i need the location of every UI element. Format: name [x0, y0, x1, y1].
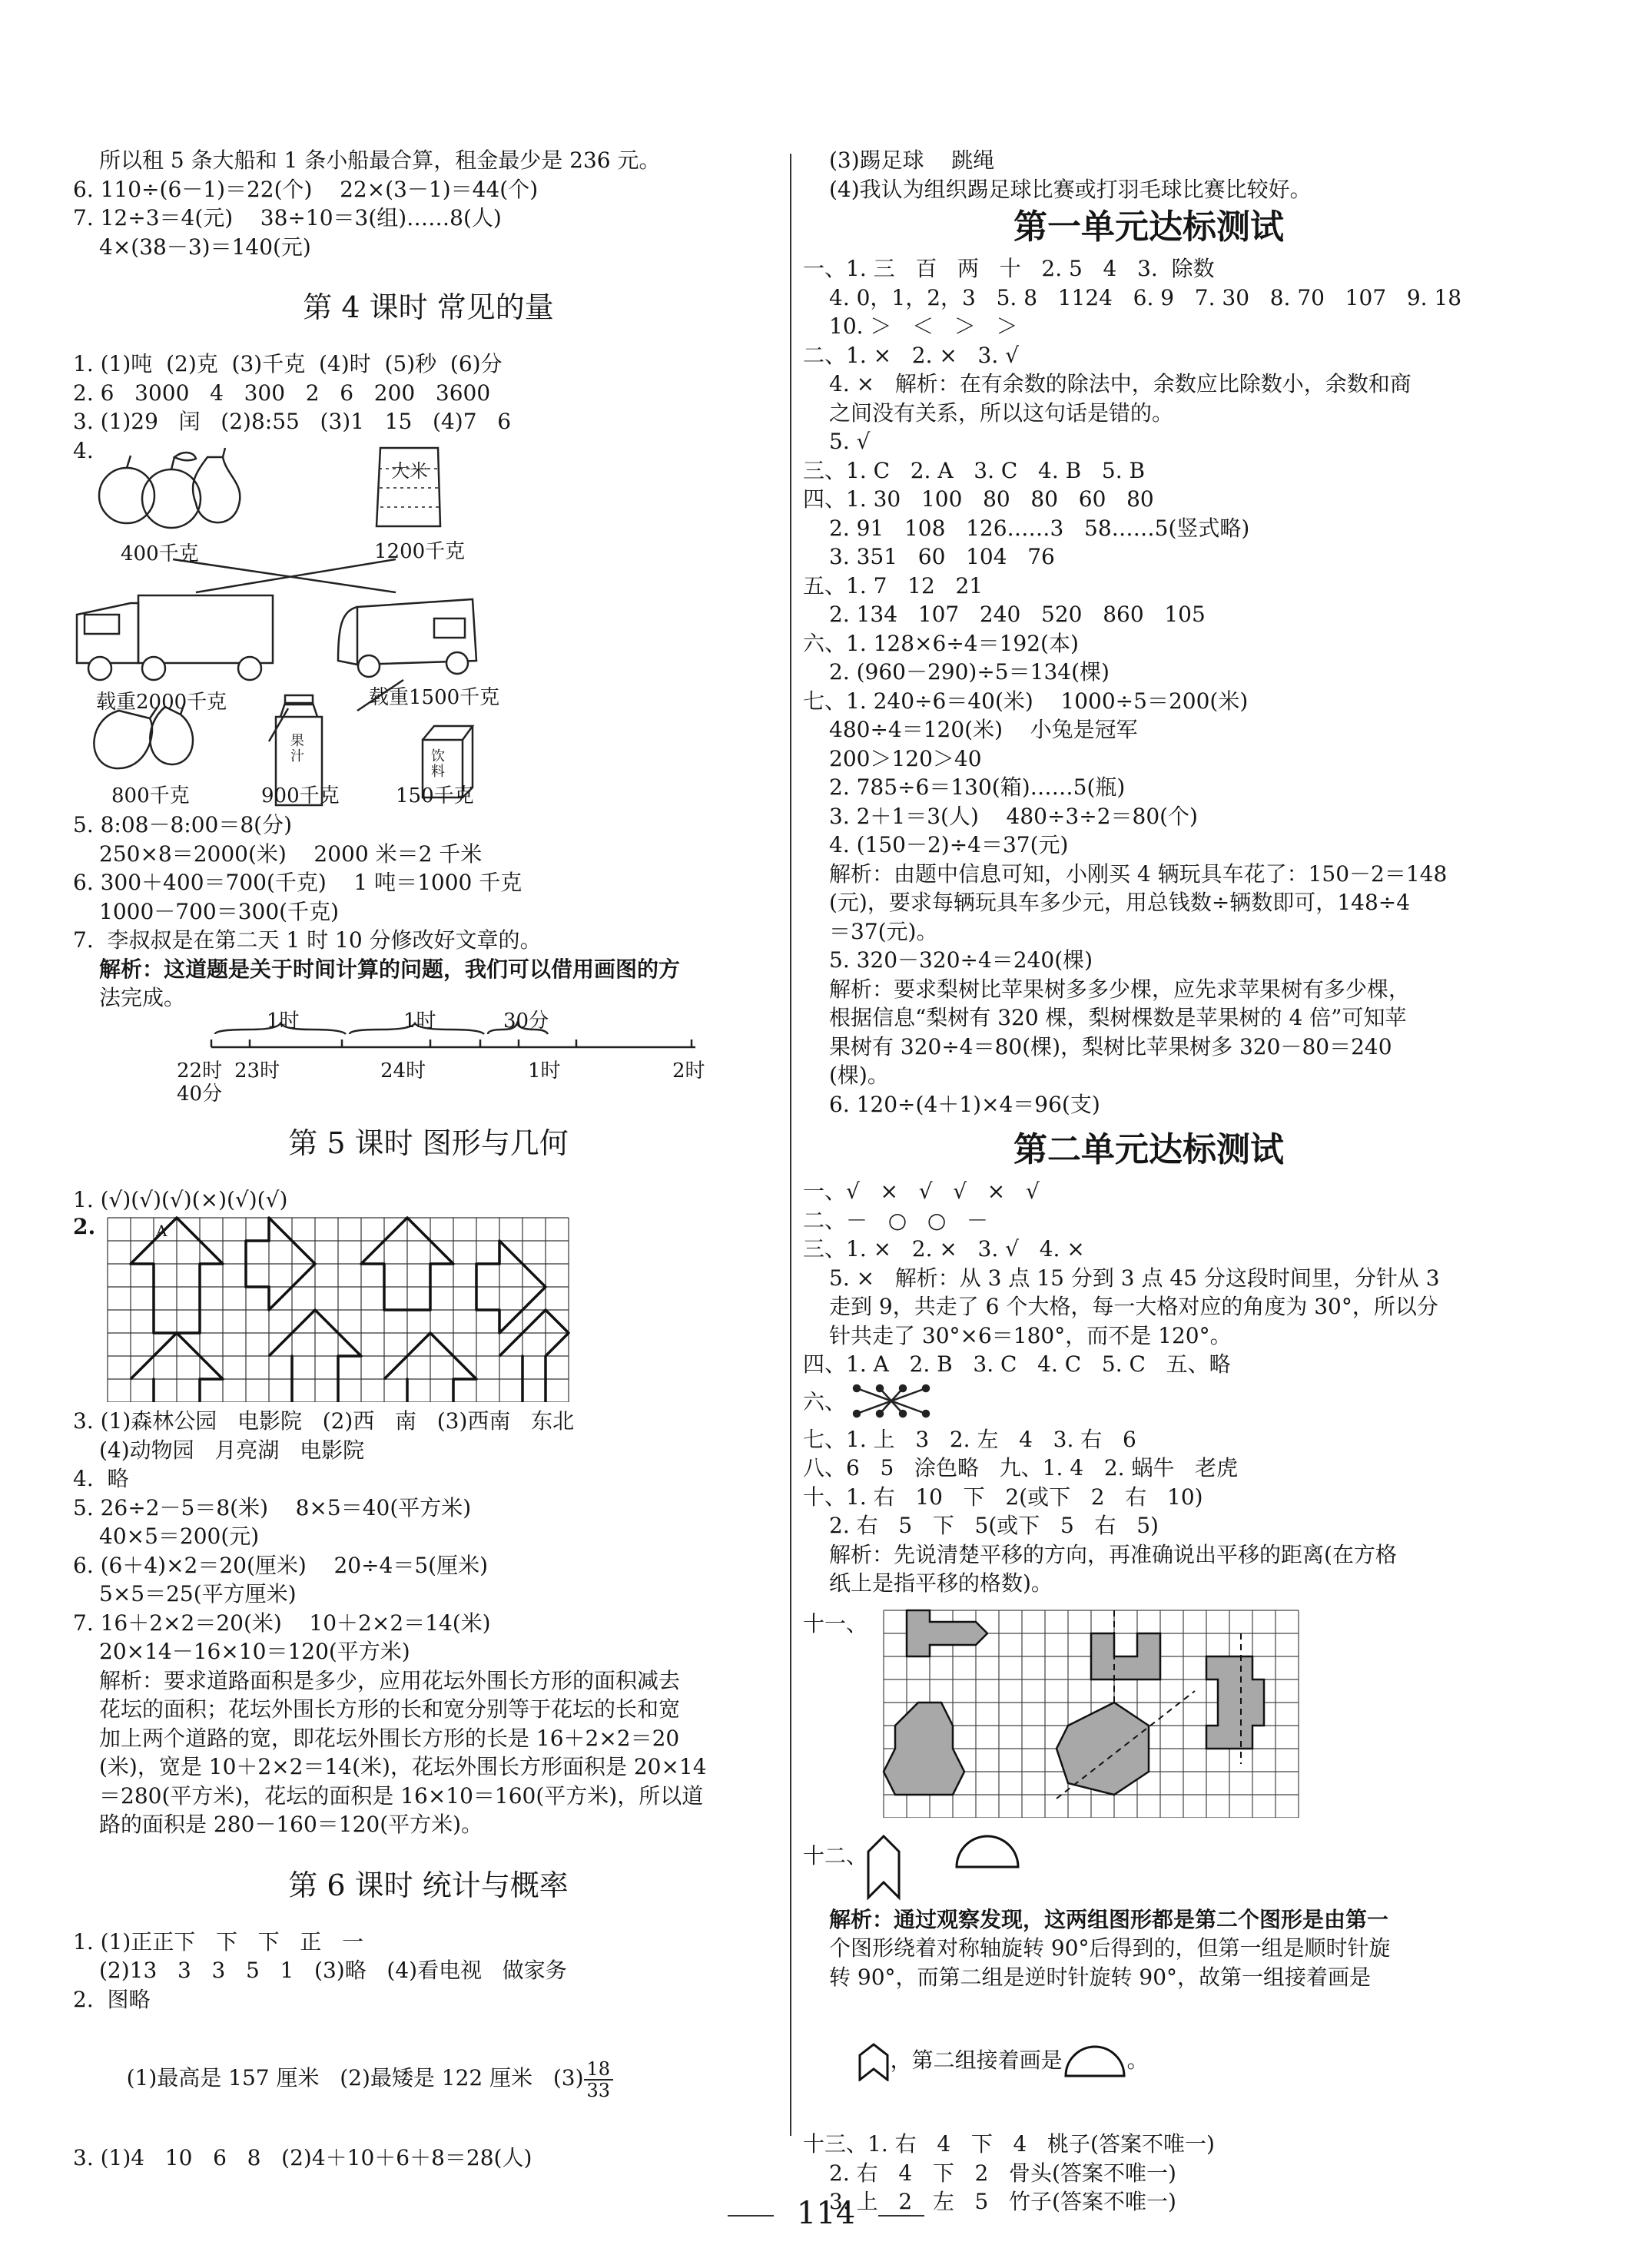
analysis-line: 解析：由题中信息可知，小刚买 4 辆玩具车花了：150－2＝148	[829, 860, 1448, 887]
page-number-dash	[728, 2215, 774, 2217]
answer-line: 4. (150－2)÷4＝37(元)	[829, 832, 1069, 857]
analysis-line: (米)，宽是 10＋2×2＝14(米)，花坛外围长方形面积是 20×14	[99, 1754, 707, 1779]
matching-drawing	[73, 442, 765, 811]
time-tick-label: 22时	[177, 1059, 223, 1083]
answer-line: 所以租 5 条大船和 1 条小船最合算，租金最少是 236 元。	[99, 148, 661, 173]
analysis-line: (元)，要求每辆玩具车多少元，用总钱数÷辆数即可，148÷4	[829, 890, 1411, 915]
answer-line: 3. 351 60 104 76	[829, 544, 1055, 569]
fraction-denominator: 33	[586, 2079, 611, 2101]
analysis-line: 路的面积是 280－160＝120(平方米)。	[99, 1812, 483, 1837]
analysis-line: 果树有 320÷4＝80(棵)，梨树比苹果树多 320－80＝240	[829, 1033, 1392, 1059]
duration-label: 30分	[503, 1009, 549, 1033]
chevron-shape-icon	[857, 2043, 891, 2081]
weight-label: 900千克	[261, 784, 340, 807]
weight-label: 800千克	[111, 784, 190, 807]
time-tick-label: 40分	[177, 1082, 223, 1106]
answer-line: 2. 785÷6＝130(箱)……5(瓶)	[829, 774, 1126, 800]
weight-label: 1200千克	[374, 540, 466, 563]
lesson-6-title: 第 6 课时 统计与概率	[288, 1868, 569, 1902]
question-number: 2.	[73, 1214, 96, 1239]
answer-line: 6. 110÷(6－1)＝22(个) 22×(3－1)＝44(个)	[73, 176, 539, 202]
analysis-text: ，第二组接着画是	[890, 2047, 1063, 2073]
answer-line: 7. 12÷3＝4(元) 38÷10＝3(组)……8(人)	[73, 205, 502, 230]
weight-label: 150千克	[396, 784, 474, 807]
answer-line: 5. 8:08－8:00＝8(分)	[73, 812, 293, 837]
answer-line: 6. 300＋400＝700(千克) 1 吨＝1000 千克	[73, 870, 522, 895]
semicircle-shape-icon	[1063, 2045, 1127, 2079]
answer-line: 7. 16＋2×2＝20(米) 10＋2×2＝14(米)	[73, 1610, 491, 1636]
lesson-5-title: 第 5 课时 图形与几何	[288, 1126, 569, 1160]
fraction-numerator: 18	[584, 2059, 614, 2081]
answer-line: 4. 略	[73, 1466, 129, 1491]
grid-letter: A	[156, 1222, 168, 1240]
answer-line: 3. 上 2 左 5 竹子(答案不唯一)	[829, 2189, 1176, 2214]
time-tick-label: 23时	[234, 1059, 280, 1083]
answer-line: 2. (960－290)÷5＝134(棵)	[829, 659, 1110, 685]
answer-line: 七、1. 240÷6＝40(米) 1000÷5＝200(米)	[803, 688, 1249, 714]
translation-grid-figure	[803, 1603, 1494, 1818]
rotation-shapes-figure	[803, 1829, 1494, 1905]
answer-line: 四、1. A 2. B 3. C 4. C 5. C 五、略	[803, 1351, 1231, 1377]
answer-line: 4. × 解析：在有余数的除法中，余数应比除数小，余数和商	[829, 371, 1411, 396]
answer-line: 一、√ × √ √ × √	[803, 1179, 1040, 1204]
answer-line: 十、1. 右 10 下 2(或下 2 右 10)	[803, 1484, 1203, 1510]
answer-line: 2. 134 107 240 520 860 105	[829, 602, 1206, 627]
time-tick-label: 2时	[672, 1059, 705, 1083]
analysis-line: ＝37(元)。	[829, 918, 938, 944]
unit-1-title: 第一单元达标测试	[1013, 207, 1284, 247]
analysis-line: 走到 9，共走了 6 个大格，每一大格对应的角度为 30°，所以分	[829, 1294, 1438, 1319]
answer-line: 5×5＝25(平方厘米)	[99, 1581, 297, 1606]
analysis-line: 根据信息“梨树有 320 棵，梨树棵数是苹果树的 4 倍”可知苹	[829, 1005, 1407, 1030]
cross-drawing	[849, 1379, 1003, 1425]
bottle-label: 果汁	[290, 733, 304, 764]
rotation-shapes-drawing	[803, 1829, 1110, 1905]
answer-line: (3)踢足球 跳绳	[829, 148, 995, 173]
answer-line: 四、1. 30 100 80 80 60 80	[803, 486, 1154, 512]
answer-line: (2)13 3 3 5 1 (3)略 (4)看电视 做家务	[99, 1958, 567, 1983]
answer-line: 2. 右 4 下 2 骨头(答案不唯一)	[829, 2160, 1176, 2186]
answer-line: 八、6 5 涂色略 九、1. 4 2. 蜗牛 老虎	[803, 1455, 1239, 1480]
duration-label: 1时	[403, 1009, 436, 1033]
analysis-line: 加上两个道路的宽，即花坛外围长方形的长是 16＋2×2＝20	[99, 1725, 680, 1751]
answer-line: 250×8＝2000(米) 2000 米＝2 千米	[99, 841, 483, 867]
analysis-line: ＝280(平方米)，花坛的面积是 16×10＝160(平方米)，所以道	[99, 1782, 704, 1809]
page-number-dash	[878, 2215, 924, 2217]
analysis-line: 解析：要求梨树比苹果树多多少棵，应先求苹果树有多少棵，	[829, 976, 1411, 1002]
truck-capacity-label: 载重2000千克	[96, 691, 227, 714]
answer-line: 二、1. × 2. × 3. √	[803, 342, 1020, 368]
answer-line: 7. 李叔叔是在第二天 1 时 10 分修改好文章的。	[73, 927, 542, 953]
answer-line: 40×5＝200(元)	[99, 1524, 260, 1549]
lesson-4-title: 第 4 课时 常见的量	[303, 290, 554, 324]
answer-line: 6. (6＋4)×2＝20(厘米) 20÷4＝5(厘米)	[73, 1552, 489, 1578]
answer-line: 七、1. 上 3 2. 左 4 3. 右 6	[803, 1426, 1136, 1452]
answer-line: 3. 2＋1＝3(人) 480÷3÷2＝80(个)	[829, 803, 1198, 829]
translation-grid-drawing	[803, 1603, 1494, 1818]
analysis-line: 花坛的面积；花坛外围长方形的长和宽分别等于花坛的长和宽	[99, 1696, 681, 1722]
analysis-line: 解析：这道题是关于时间计算的问题，我们可以借用画图的方	[99, 956, 681, 982]
answer-line: 200＞120＞40	[829, 745, 982, 771]
analysis-line: 纸上是指平移的格数)。	[829, 1570, 1053, 1596]
box-label: 饮料	[431, 748, 445, 780]
answer-line: 4.	[73, 437, 94, 463]
left-column	[73, 146, 784, 2172]
time-tick-label: 1时	[528, 1059, 561, 1083]
right-column	[803, 146, 1494, 2217]
page-number	[0, 2196, 1652, 2231]
rice-bag-label: 大米	[391, 460, 428, 482]
time-tick-label: 24时	[380, 1059, 426, 1083]
answer-line: 5. 26÷2－5＝8(米) 8×5＝40(平方米)	[73, 1494, 472, 1520]
question-number: 六、	[803, 1388, 847, 1414]
matching-cross-figure	[803, 1379, 1494, 1425]
analysis-line: 解析：通过观察发现，这两组图形都是第二个图形是由第一	[829, 1906, 1389, 1932]
column-divider	[790, 154, 791, 2136]
answer-line: 三、1. C 2. A 3. C 4. B 5. B	[803, 457, 1146, 483]
answer-line: 20×14－16×10＝120(平方米)	[99, 1639, 410, 1664]
answer-line: 480÷4＝120(米) 小兔是冠军	[829, 717, 1138, 742]
analysis-line: 针共走了 30°×6＝180°，而不是 120°。	[829, 1322, 1232, 1348]
fraction	[584, 2059, 614, 2101]
question-number: 十一、	[803, 1610, 868, 1636]
duration-label: 1时	[267, 1009, 300, 1033]
answer-line: 1. (1)正正下 下 下 正 一	[73, 1928, 364, 1955]
answer-line: 十三、1. 右 4 下 4 桃子(答案不唯一)	[803, 2131, 1215, 2157]
answer-line: 5. 320－320÷4＝240(棵)	[829, 947, 1093, 973]
answer-line: 6. 120÷(4＋1)×4＝96(支)	[829, 1091, 1100, 1117]
time-line-diagram	[73, 1009, 784, 1106]
answer-line: 1000－700＝300(千克)	[99, 898, 339, 924]
analysis-line: 5. × 解析：从 3 点 15 分到 3 点 45 分这段时间里，分针从 3	[829, 1265, 1440, 1291]
unit-2-title: 第二单元达标测试	[1013, 1130, 1284, 1169]
answer-line: 5. √	[829, 429, 871, 454]
answer-line: 1. (1)吨 (2)克 (3)千克 (4)时 (5)秒 (6)分	[73, 351, 503, 376]
answer-line: 3. (1)29 闰 (2)8:55 (3)1 15 (4)7 6	[73, 409, 512, 434]
answer-line: 五、1. 7 12 21	[803, 572, 984, 598]
analysis-line: 解析：要求道路面积是多少，应用花坛外围长方形的面积减去	[99, 1667, 681, 1693]
analysis-line: 转 90°，而第二组是逆时针旋转 90°，故第一组接着画是	[829, 1964, 1372, 1990]
grid-drawing	[73, 1214, 765, 1402]
analysis-text-end: 。	[1126, 2047, 1149, 2073]
answer-line: 2. 91 108 126……3 58……5(竖式略)	[829, 515, 1250, 541]
analysis-line: (棵)。	[829, 1063, 889, 1088]
weight-label: 400千克	[121, 542, 199, 565]
grid-symmetry-figure	[73, 1214, 784, 1402]
answer-line: (4)动物园 月亮湖 电影院	[99, 1437, 365, 1463]
analysis-line: 解析：先说清楚平移的方向，再准确说出平移的距离(在方格	[829, 1541, 1397, 1567]
answer-line: 2. 6 3000 4 300 2 6 200 3600	[73, 380, 491, 406]
answer-line: 二、－ ○ ○ －	[803, 1207, 988, 1233]
answer-line: 2. 图略	[73, 1986, 151, 2012]
answer-line: 2. 右 5 下 5(或下 5 右 5)	[829, 1513, 1159, 1538]
answer-line: (4)我认为组织踢足球比赛或打羽毛球比赛比较好。	[829, 176, 1312, 202]
analysis-line: 之间没有关系，所以这句话是错的。	[829, 400, 1174, 426]
weight-matching-figure	[73, 442, 784, 811]
answer-line: 3. (1)森林公园 电影院 (2)西 南 (3)西南 东北	[73, 1408, 575, 1434]
answer-line: 三、1. × 2. × 3. √ 4. ×	[803, 1236, 1085, 1262]
answer-line: 10. ＞ ＜ ＞ ＞	[829, 313, 1018, 339]
answer-line: 1. (√)(√)(√)(×)(√)(√)	[73, 1186, 288, 1212]
fraction-line-text: (1)最高是 157 厘米 (2)最矮是 122 厘米 (3)	[126, 2065, 584, 2091]
answer-line: 六、1. 128×6÷4＝192(本)	[803, 630, 1079, 656]
analysis-line	[803, 1991, 1494, 2130]
answer-line	[73, 2014, 784, 2144]
answer-line: 4×(38－3)＝140(元)	[99, 234, 311, 260]
analysis-line: 个图形绕着对称轴旋转 90°后得到的，但第一组是顺时针旋	[829, 1935, 1391, 1961]
answer-line: 4. 0，1，2，3 5. 8 1124 6. 9 7. 30 8. 70 107 9. 18	[829, 284, 1462, 310]
analysis-line: 法完成。	[99, 985, 186, 1010]
answer-line: 一、1. 三 百 两 十 2. 5 4 3. 除数	[803, 256, 1215, 281]
answer-line: 3. (1)4 10 6 8 (2)4＋10＋6＋8＝28(人)	[73, 2144, 532, 2170]
question-number: 十二、	[803, 1842, 868, 1868]
truck-capacity-label: 载重1500千克	[369, 686, 500, 709]
page-number-text: 114	[796, 2196, 856, 2231]
